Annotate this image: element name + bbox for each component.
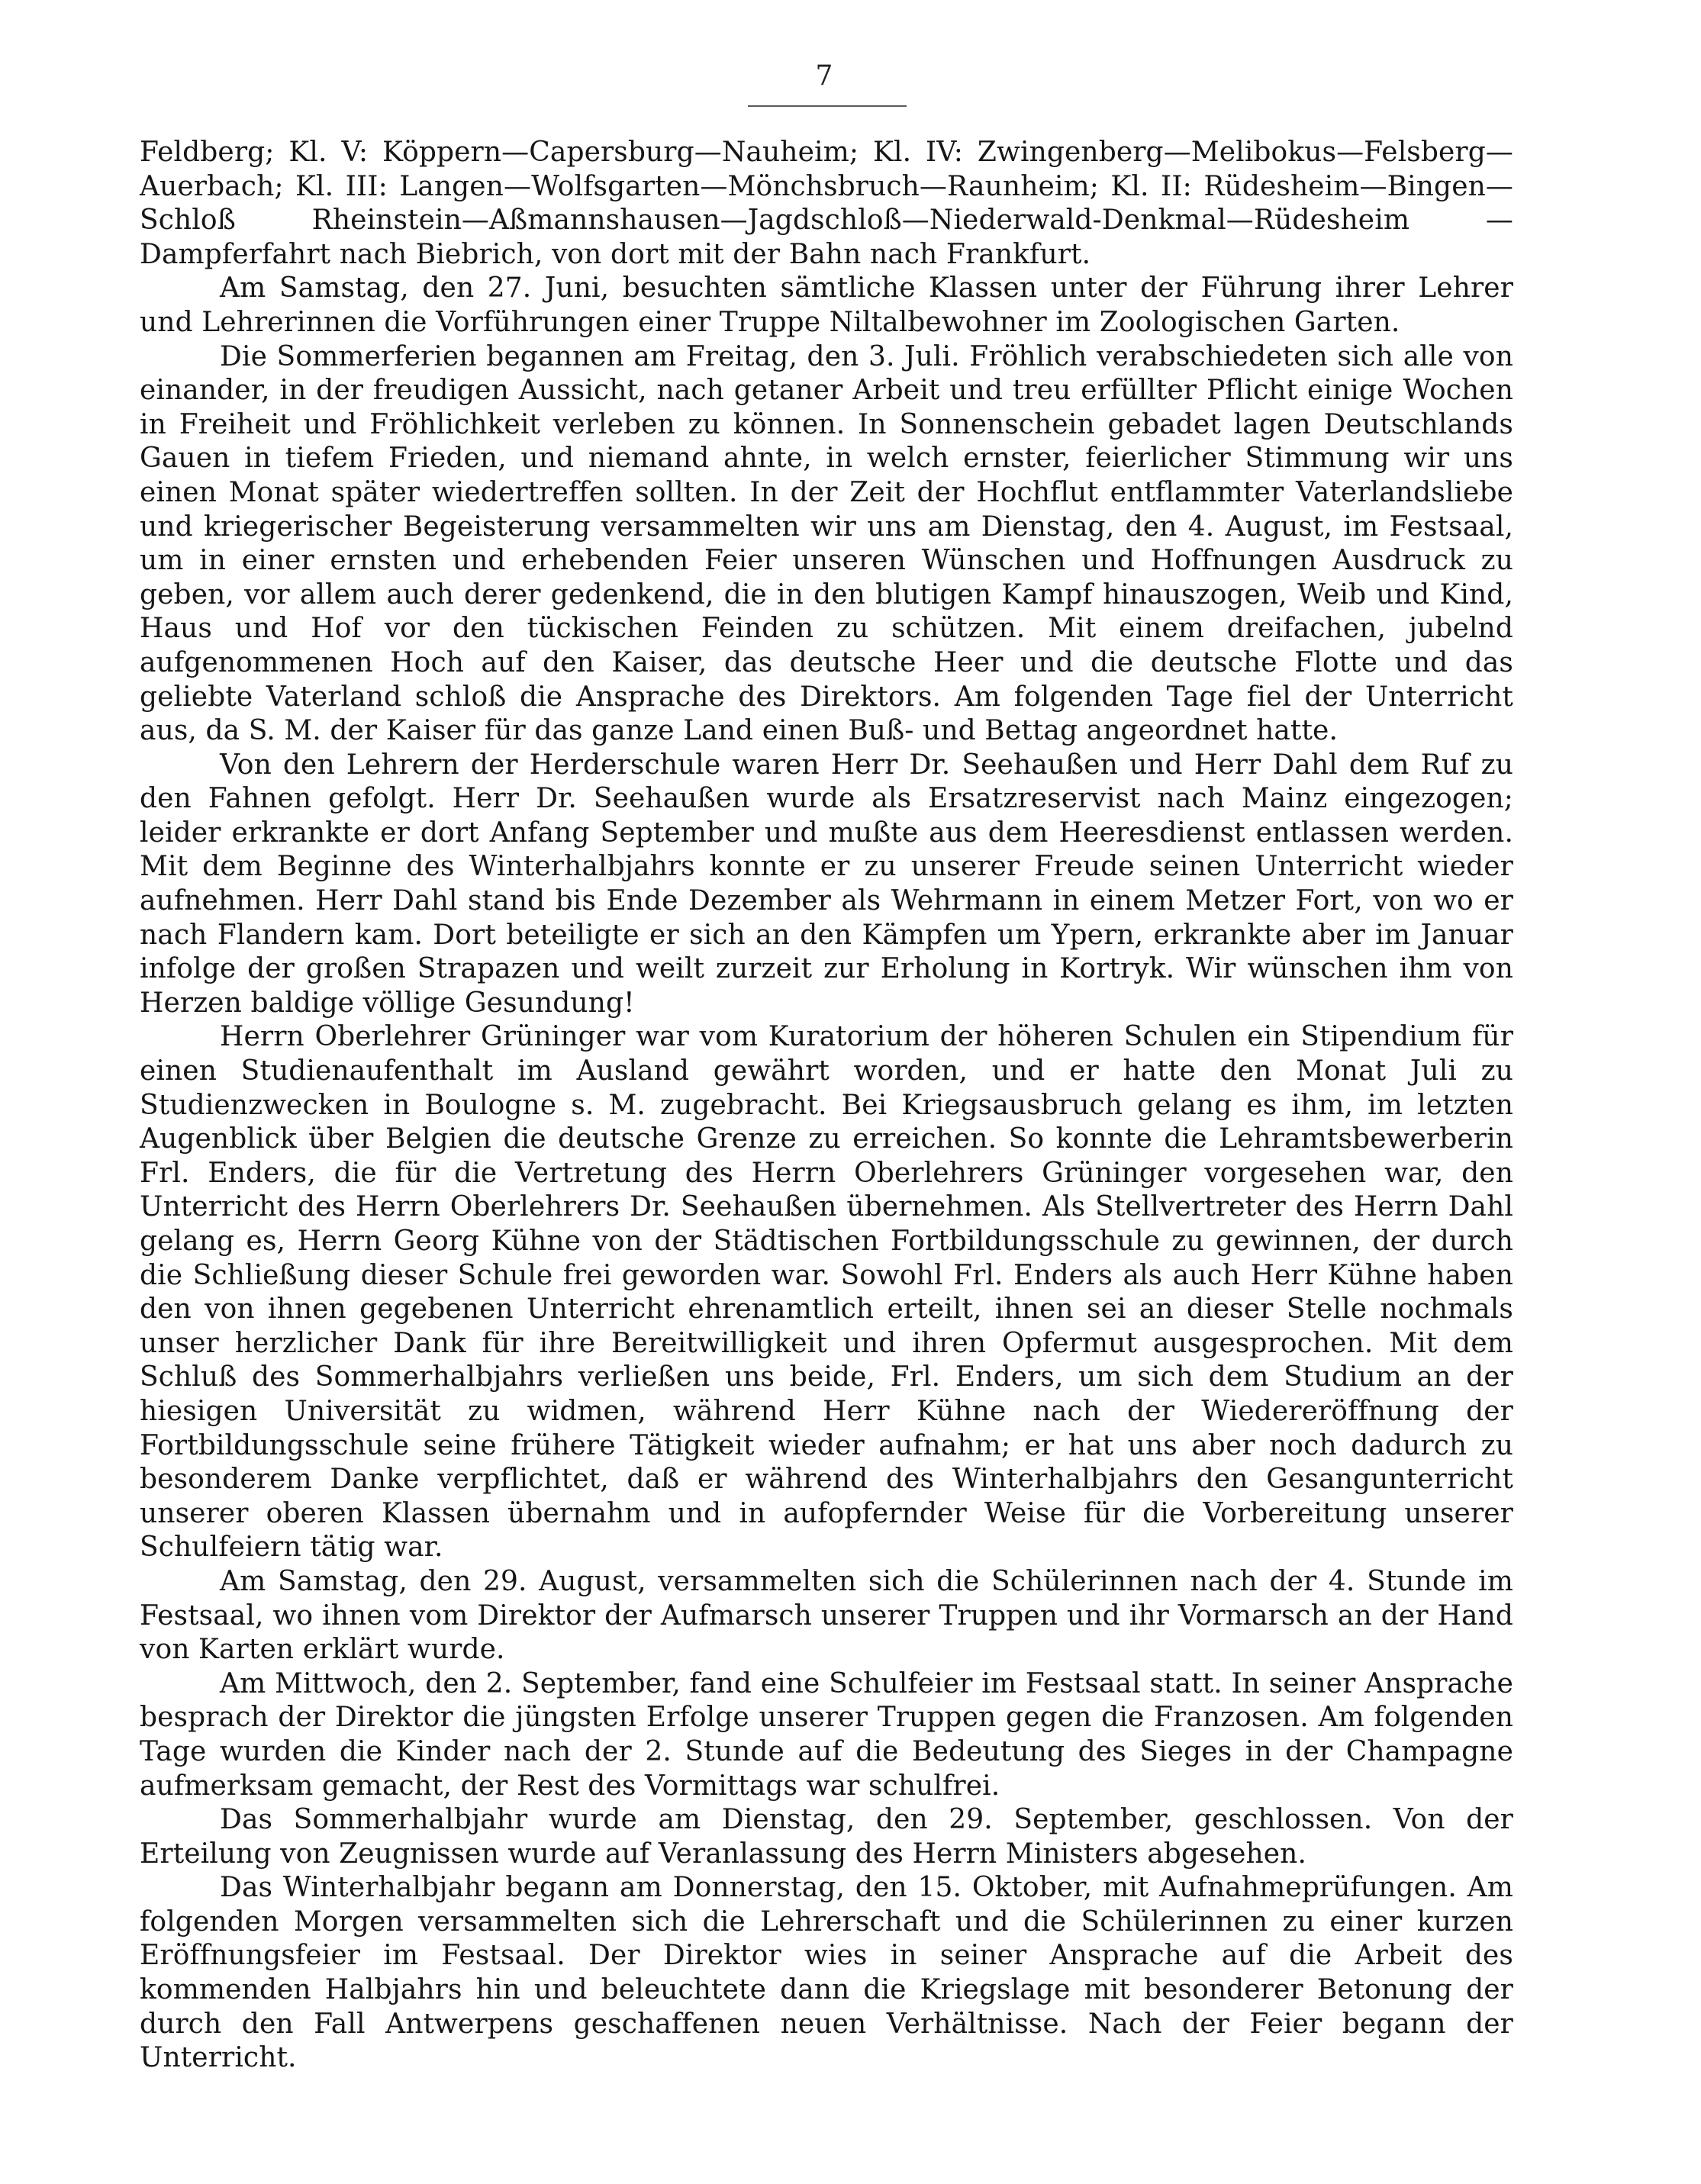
- paragraph-summer-holidays: Die Sommerferien begannen am Freitag, den 3. Juli. Fröhlich verabschiedeten sich alle von einander, in der freudigen Aussicht, nach getaner Arbeit und treu erfüllter Pflicht einige Wochen in Freiheit und Fröhlichkeit verleben zu können. In Sonnenschein gebadet lagen Deutschlands Gauen in tiefem Frieden, und niemand ahnte, in welch ernster, feierlicher Stimmung wir uns einen Monat später wiedertreffen sollten. In der Zeit der Hochflut entflammter Vaterlandsliebe und kriegerischer Begeisterung versammelten wir uns am Dienstag, den 4. August, im Festsaal, um in einer ernsten und erhebenden Feier unseren Wünschen und Hoffnungen Ausdruck zu geben, vor allem auch derer gedenkend, die in den blutigen Kampf hinauszogen, Weib und Kind, Haus und Hof vor den tückischen Feinden zu schützen. Mit einem dreifachen, jubelnd aufgenommenen Hoch auf den Kaiser, das deutsche Heer und die deutsche Flotte und das geliebte Vaterland schloß die Ansprache des Direktors. Am folgenden Tage fiel der Unterricht aus, da S. M. der Kaiser für das ganze Land einen Buß- und Bettag angeordnet hatte.: [140, 340, 1513, 747]
- paragraph-school-celebration: Am Mittwoch, den 2. September, fand eine Schulfeier im Festsaal statt. In seiner Ansprache besprach der Direktor die jüngsten Erfolge unserer Truppen gegen die Franzosen. Am folgenden Tage wurden die Kinder nach der 2. Stunde auf die Bedeutung des Sieges in der Champagne aufmerksam gemacht, der Rest des Vormittags war schulfrei.: [140, 1667, 1513, 1802]
- body-text: [140, 136, 1513, 2076]
- paragraph-substitute-teachers: Herrn Oberlehrer Grüninger war vom Kuratorium der höheren Schulen ein Stipendium für einen Studienaufenthalt im Ausland gewährt worden, und er hatte den Monat Juli zu Studienzwecken in Boulogne s. M. zugebracht. Bei Kriegsausbruch gelang es ihm, im letzten Augenblick über Belgien die deutsche Grenze zu erreichen. So konnte die Lehramtsbewerberin Frl. Enders, die für die Vertretung des Herrn Oberlehrers Grüninger vorgesehen war, den Unterricht des Herrn Oberlehrers Dr. Seehaußen übernehmen. Als Stellvertreter des Herrn Dahl gelang es, Herrn Georg Kühne von der Städtischen Fortbildungsschule zu gewinnen, der durch die Schließung dieser Schule frei geworden war. Sowohl Frl. Enders als auch Herr Kühne haben den von ihnen gegebenen Unterricht ehrenamtlich erteilt, ihnen sei an dieser Stelle nochmals unser herzlicher Dank für ihre Bereitwilligkeit und ihren Opfermut ausgesprochen. Mit dem Schluß des Sommerhalbjahrs verließen uns beide, Frl. Enders, um sich dem Studium an der hiesigen Universität zu widmen, während Herr Kühne nach der Wiedereröffnung der Fortbildungsschule seine frühere Tätigkeit wieder aufnahm; er hat uns aber noch dadurch zu besonderem Danke verpflichtet, daß er während des Winterhalbjahrs den Gesangunterricht unserer oberen Klassen übernahm und in aufopfernder Weise für die Vorbereitung unserer Schulfeiern tätig war.: [140, 1021, 1513, 1564]
- paragraph-assembly-august: Am Samstag, den 29. August, versammelten sich die Schülerinnen nach der 4. Stunde im Festsaal, wo ihnen vom Direktor der Aufmarsch unserer Truppen und ihr Vormarsch an der Hand von Karten erklärt wurde.: [140, 1565, 1513, 1666]
- paragraph-zoo-visit: Am Samstag, den 27. Juni, besuchten sämtliche Klassen unter der Führung ihrer Lehrer und Lehrerinnen die Vorführungen einer Truppe Niltalbewohner im Zoologischen Garten.: [140, 272, 1513, 338]
- page-number: 7: [815, 60, 833, 92]
- paragraph-term-end: Das Sommerhalbjahr wurde am Dienstag, den 29. September, geschlossen. Von der Erteilung von Zeugnissen wurde auf Veranlassung des Herrn Ministers abgesehen.: [140, 1804, 1513, 1870]
- paragraph-winter-term: Das Winterhalbjahr begann am Donnerstag, den 15. Oktober, mit Aufnahmeprüfungen. Am folgenden Morgen versammelten sich die Lehrerschaft und die Schülerinnen zu einer kurzen Eröffnungsfeier im Festsaal. Der Direktor wies in seiner Ansprache auf die Arbeit des kommenden Halbjahrs hin und beleuchtete dann die Kriegslage mit besonderer Betonung der durch den Fall Antwerpens geschaffenen neuen Verhältnisse. Nach der Feier begann der Unterricht.: [140, 1872, 1513, 2074]
- header-rule: [748, 105, 907, 107]
- paragraph-excursions-continued: Feldberg; Kl. V: Köppern—Capersburg—Nauheim; Kl. IV: Zwingenberg—Melibokus—Felsberg—Auerbach; Kl. III: Langen—Wolfsgarten—Mönchsbruch—Raunheim; Kl. II: Rüdesheim—Bingen—Schloß Rheinstein—Aßmannshausen—Jagdschloß—Niederwald-Denkmal—Rüdesheim — Dampferfahrt nach Biebrich, von dort mit der Bahn nach Frankfurt.: [140, 137, 1513, 270]
- paragraph-teachers-at-war: Von den Lehrern der Herderschule waren Herr Dr. Seehaußen und Herr Dahl dem Ruf zu den Fahnen gefolgt. Herr Dr. Seehaußen wurde als Ersatzreservist nach Mainz eingezogen; leider erkrankte er dort Anfang September und mußte aus dem Heeresdienst entlassen werden. Mit dem Beginne des Winterhalbjahrs konnte er zu unserer Freude seinen Unterricht wieder aufnehmen. Herr Dahl stand bis Ende Dezember als Wehrmann in einem Metzer Fort, von wo er nach Flandern kam. Dort beteiligte er sich an den Kämpfen um Ypern, erkrankte aber im Januar infolge der großen Strapazen und weilt zurzeit zur Erholung in Kortryk. Wir wünschen ihm von Herzen baldige völlige Gesundung!: [140, 749, 1513, 1019]
